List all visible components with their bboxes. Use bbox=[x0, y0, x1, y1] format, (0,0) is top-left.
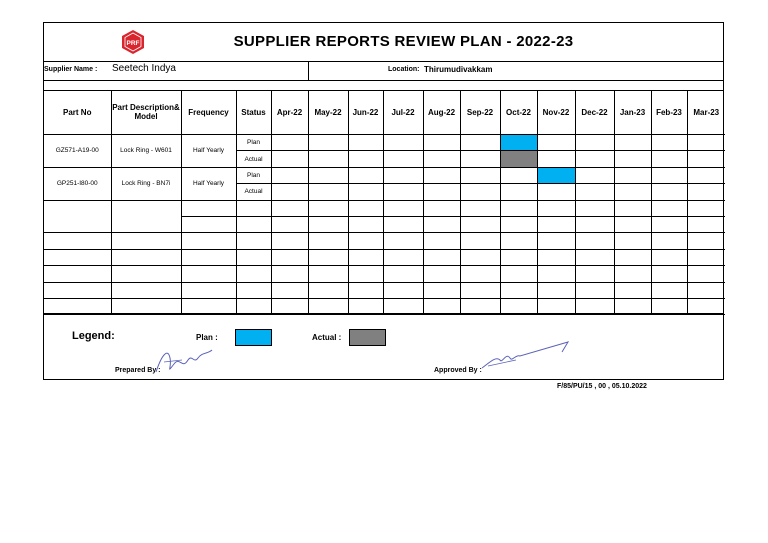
empty-cell bbox=[44, 249, 111, 265]
empty-cell bbox=[575, 249, 614, 265]
empty-cell bbox=[500, 266, 537, 282]
empty-cell bbox=[423, 233, 460, 249]
col-header: Frequency bbox=[181, 90, 236, 135]
col-header: Part No bbox=[44, 90, 111, 135]
month-cell bbox=[348, 151, 383, 167]
empty-cell bbox=[651, 200, 687, 216]
divider bbox=[308, 61, 309, 80]
empty-cell bbox=[271, 216, 308, 232]
col-header: Jun-22 bbox=[348, 90, 383, 135]
table-row bbox=[44, 282, 725, 298]
approved-by-label: Approved By : bbox=[434, 367, 482, 374]
legend-plan-label: Plan : bbox=[196, 333, 218, 342]
empty-cell bbox=[236, 216, 271, 232]
review-plan-table bbox=[44, 90, 725, 315]
month-cell bbox=[687, 184, 725, 200]
empty-cell bbox=[308, 266, 348, 282]
empty-cell bbox=[383, 282, 423, 298]
empty-cell bbox=[423, 216, 460, 232]
month-cell bbox=[308, 135, 348, 151]
legend-plan-swatch bbox=[235, 329, 272, 346]
empty-cell bbox=[271, 266, 308, 282]
col-header: Jul-22 bbox=[383, 90, 423, 135]
table-row bbox=[44, 200, 725, 216]
month-cell bbox=[500, 167, 537, 183]
month-cell bbox=[614, 135, 651, 151]
empty-cell bbox=[575, 233, 614, 249]
table-row bbox=[44, 135, 725, 151]
month-cell bbox=[383, 184, 423, 200]
month-cell bbox=[383, 167, 423, 183]
empty-cell bbox=[423, 249, 460, 265]
empty-cell bbox=[575, 200, 614, 216]
plan-marker-oct bbox=[500, 135, 537, 151]
empty-cell bbox=[614, 200, 651, 216]
empty-cell bbox=[111, 233, 181, 249]
month-cell bbox=[348, 184, 383, 200]
table-header-row bbox=[44, 90, 725, 135]
supplier-info-row bbox=[44, 61, 723, 81]
part-description-cell: Lock Ring - BN7i bbox=[111, 167, 181, 200]
legend-actual-swatch bbox=[349, 329, 386, 346]
document-reference: F/85/PU/15 , 00 , 05.10.2022 bbox=[557, 383, 647, 390]
status-actual-cell: Actual bbox=[236, 151, 271, 167]
empty-cell bbox=[111, 200, 181, 233]
month-cell bbox=[308, 167, 348, 183]
month-cell bbox=[271, 167, 308, 183]
empty-cell bbox=[423, 282, 460, 298]
empty-cell bbox=[537, 200, 575, 216]
col-header: Feb-23 bbox=[651, 90, 687, 135]
legend-actual-label: Actual : bbox=[312, 333, 342, 342]
month-cell bbox=[423, 151, 460, 167]
empty-cell bbox=[348, 200, 383, 216]
month-cell bbox=[687, 135, 725, 151]
month-cell bbox=[460, 167, 500, 183]
empty-cell bbox=[383, 266, 423, 282]
empty-cell bbox=[236, 200, 271, 216]
frequency-cell: Half Yearly bbox=[181, 135, 236, 168]
month-cell bbox=[423, 167, 460, 183]
month-cell bbox=[575, 151, 614, 167]
empty-cell bbox=[575, 266, 614, 282]
table-row bbox=[44, 249, 725, 265]
location-value: Thirumudivakkam bbox=[424, 65, 493, 74]
empty-cell bbox=[271, 233, 308, 249]
empty-cell bbox=[44, 282, 111, 298]
empty-cell bbox=[348, 233, 383, 249]
empty-cell bbox=[651, 233, 687, 249]
empty-cell bbox=[181, 282, 236, 298]
month-cell bbox=[537, 135, 575, 151]
empty-cell bbox=[383, 249, 423, 265]
col-header: Mar-23 bbox=[687, 90, 725, 135]
col-header: Dec-22 bbox=[575, 90, 614, 135]
empty-cell bbox=[111, 249, 181, 265]
empty-cell bbox=[271, 249, 308, 265]
month-cell bbox=[651, 184, 687, 200]
empty-cell bbox=[44, 233, 111, 249]
empty-cell bbox=[236, 282, 271, 298]
empty-cell bbox=[44, 266, 111, 282]
page-title: SUPPLIER REPORTS REVIEW PLAN - 2022-23 bbox=[233, 33, 574, 50]
empty-cell bbox=[537, 282, 575, 298]
empty-cell bbox=[460, 266, 500, 282]
month-cell bbox=[348, 167, 383, 183]
empty-cell bbox=[271, 200, 308, 216]
empty-cell bbox=[500, 282, 537, 298]
empty-cell bbox=[651, 216, 687, 232]
approved-signature-icon bbox=[476, 338, 576, 374]
empty-cell bbox=[236, 249, 271, 265]
month-cell bbox=[423, 184, 460, 200]
empty-cell bbox=[181, 233, 236, 249]
empty-cell bbox=[308, 233, 348, 249]
empty-cell bbox=[348, 249, 383, 265]
month-cell bbox=[614, 184, 651, 200]
empty-cell bbox=[651, 266, 687, 282]
empty-cell bbox=[44, 200, 111, 233]
month-cell bbox=[348, 135, 383, 151]
empty-cell bbox=[460, 216, 500, 232]
empty-cell bbox=[181, 200, 236, 216]
month-cell bbox=[500, 184, 537, 200]
month-cell bbox=[614, 167, 651, 183]
month-cell bbox=[460, 135, 500, 151]
month-cell bbox=[460, 151, 500, 167]
empty-cell bbox=[348, 282, 383, 298]
month-cell bbox=[271, 151, 308, 167]
month-cell bbox=[651, 167, 687, 183]
empty-cell bbox=[500, 216, 537, 232]
empty-cell bbox=[651, 282, 687, 298]
month-cell bbox=[651, 135, 687, 151]
month-cell bbox=[614, 151, 651, 167]
empty-cell bbox=[500, 200, 537, 216]
empty-cell bbox=[236, 266, 271, 282]
empty-cell bbox=[308, 249, 348, 265]
frequency-cell: Half Yearly bbox=[181, 167, 236, 200]
col-header: Nov-22 bbox=[537, 90, 575, 135]
col-header: Oct-22 bbox=[500, 90, 537, 135]
empty-cell bbox=[614, 249, 651, 265]
empty-cell bbox=[423, 200, 460, 216]
empty-cell bbox=[460, 233, 500, 249]
empty-cell bbox=[308, 200, 348, 216]
empty-cell bbox=[651, 249, 687, 265]
empty-cell bbox=[111, 266, 181, 282]
empty-cell bbox=[687, 282, 725, 298]
empty-cell bbox=[614, 266, 651, 282]
month-cell bbox=[537, 151, 575, 167]
col-header: Status bbox=[236, 90, 271, 135]
empty-cell bbox=[348, 266, 383, 282]
empty-cell bbox=[537, 249, 575, 265]
empty-cell bbox=[181, 216, 236, 232]
prepared-by-label: Prepared By : bbox=[115, 367, 161, 374]
empty-cell bbox=[687, 249, 725, 265]
month-cell bbox=[271, 135, 308, 151]
empty-cell bbox=[423, 266, 460, 282]
empty-cell bbox=[460, 282, 500, 298]
empty-cell bbox=[687, 233, 725, 249]
empty-cell bbox=[537, 216, 575, 232]
logo-text: PRF bbox=[126, 40, 140, 47]
empty-cell bbox=[308, 282, 348, 298]
part-description-cell: Lock Ring - W601 bbox=[111, 135, 181, 168]
empty-cell bbox=[383, 233, 423, 249]
month-cell bbox=[687, 167, 725, 183]
empty-cell bbox=[614, 233, 651, 249]
supplier-name-label: Supplier Name : bbox=[44, 66, 98, 73]
part-no-cell: GP251-I80-00 bbox=[44, 167, 111, 200]
status-plan-cell: Plan bbox=[236, 135, 271, 151]
month-cell bbox=[575, 184, 614, 200]
empty-cell bbox=[460, 249, 500, 265]
part-no-cell: GZ571-A19-00 bbox=[44, 135, 111, 168]
empty-cell bbox=[575, 216, 614, 232]
status-plan-cell: Plan bbox=[236, 167, 271, 183]
month-cell bbox=[460, 184, 500, 200]
col-header: Sep-22 bbox=[460, 90, 500, 135]
empty-cell bbox=[575, 282, 614, 298]
prepared-signature-icon bbox=[152, 344, 216, 378]
table-row bbox=[44, 233, 725, 249]
empty-cell bbox=[537, 233, 575, 249]
legend-title: Legend: bbox=[72, 330, 115, 342]
empty-cell bbox=[111, 282, 181, 298]
table-row bbox=[44, 266, 725, 282]
empty-cell bbox=[614, 282, 651, 298]
month-cell bbox=[271, 184, 308, 200]
col-header: Apr-22 bbox=[271, 90, 308, 135]
empty-cell bbox=[687, 216, 725, 232]
empty-cell bbox=[308, 216, 348, 232]
col-header: Jan-23 bbox=[614, 90, 651, 135]
empty-cell bbox=[614, 216, 651, 232]
month-cell bbox=[308, 184, 348, 200]
table-row bbox=[44, 167, 725, 183]
month-cell bbox=[537, 184, 575, 200]
title-bar bbox=[44, 23, 723, 62]
supplier-name-value: Seetech Indya bbox=[112, 63, 176, 74]
empty-cell bbox=[181, 249, 236, 265]
empty-cell bbox=[348, 216, 383, 232]
empty-cell bbox=[687, 200, 725, 216]
empty-cell bbox=[383, 200, 423, 216]
month-cell bbox=[383, 135, 423, 151]
month-cell bbox=[575, 135, 614, 151]
month-cell bbox=[308, 151, 348, 167]
location-label: Location: bbox=[388, 66, 420, 73]
month-cell bbox=[687, 151, 725, 167]
col-header: Part Description& Model bbox=[111, 90, 181, 135]
empty-cell bbox=[383, 216, 423, 232]
empty-cell bbox=[687, 266, 725, 282]
col-header: Aug-22 bbox=[423, 90, 460, 135]
col-header: May-22 bbox=[308, 90, 348, 135]
month-cell bbox=[651, 151, 687, 167]
month-cell bbox=[423, 135, 460, 151]
actual-marker-oct bbox=[500, 151, 537, 167]
status-actual-cell: Actual bbox=[236, 184, 271, 200]
legend-footer bbox=[44, 313, 723, 382]
empty-cell bbox=[500, 233, 537, 249]
empty-cell bbox=[271, 282, 308, 298]
month-cell bbox=[575, 167, 614, 183]
review-plan-sheet bbox=[43, 22, 724, 380]
empty-cell bbox=[236, 233, 271, 249]
month-cell bbox=[383, 151, 423, 167]
empty-cell bbox=[500, 249, 537, 265]
empty-cell bbox=[537, 266, 575, 282]
empty-cell bbox=[181, 266, 236, 282]
plan-marker-nov bbox=[537, 167, 575, 183]
empty-cell bbox=[460, 200, 500, 216]
